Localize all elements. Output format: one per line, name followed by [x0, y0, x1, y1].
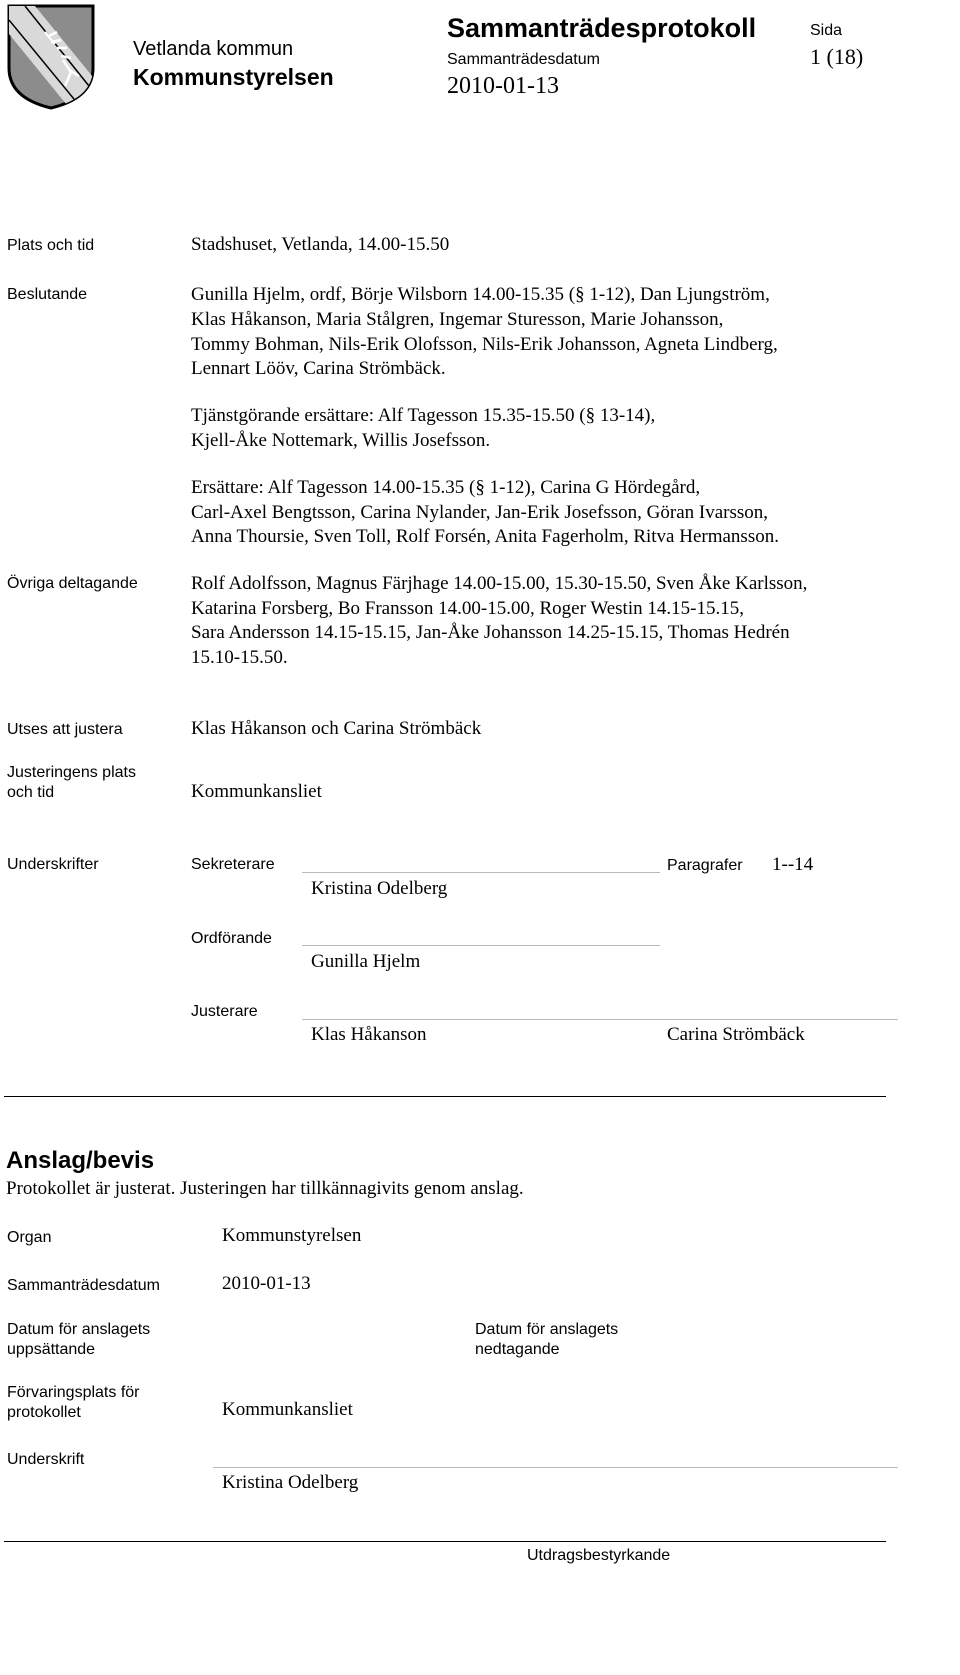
- storage-label: Förvaringsplats för: [7, 1384, 140, 1401]
- notice-date-label: Sammanträdesdatum: [7, 1277, 160, 1294]
- removed-date-label: nedtagande: [475, 1341, 560, 1358]
- adjuster1-name: Klas Håkanson: [311, 1024, 427, 1045]
- paragraphs-label: Paragrafer: [667, 857, 743, 874]
- deciding-line: Gunilla Hjelm, ordf, Börje Wilsborn 14.00-15.35 (§ 1-12), Dan Ljungström,: [191, 284, 770, 305]
- serving-substitutes-line: Kjell-Åke Nottemark, Willis Josefsson.: [191, 430, 491, 451]
- section-divider: [4, 1096, 886, 1097]
- others-line: Katarina Forsberg, Bo Fransson 14.00-15.00, Roger Westin 14.15-15.15,: [191, 598, 744, 619]
- secretary-name: Kristina Odelberg: [311, 878, 448, 899]
- footer-rule: [4, 1541, 886, 1542]
- chair-name: Gunilla Hjelm: [311, 951, 421, 972]
- storage-value: Kommunkansliet: [222, 1399, 353, 1420]
- deciding-line: Lennart Lööv, Carina Strömbäck.: [191, 358, 446, 379]
- adjustment-place-value: Kommunkansliet: [191, 781, 322, 802]
- municipality-name: Vetlanda kommun: [133, 38, 294, 60]
- place-time-value: Stadshuset, Vetlanda, 14.00-15.50: [191, 234, 450, 255]
- adjustment-place-label: och tid: [7, 784, 55, 801]
- notice-intro: Protokollet är justerat. Justeringen har tillkännagivits genom anslag.: [6, 1178, 524, 1199]
- chair-label: Ordförande: [191, 930, 272, 947]
- adjuster2-signature-line: [660, 1019, 898, 1020]
- organ-label: Organ: [7, 1229, 52, 1246]
- notice-date-value: 2010-01-13: [222, 1273, 311, 1294]
- notice-signature-line: [213, 1467, 898, 1468]
- deciding-line: Klas Håkanson, Maria Stålgren, Ingemar Sturesson, Marie Johansson,: [191, 309, 724, 330]
- board-name: Kommunstyrelsen: [133, 64, 334, 90]
- notice-signature-name: Kristina Odelberg: [222, 1472, 359, 1493]
- substitutes-line: Carl-Axel Bengtsson, Carina Nylander, Jan-Erik Josefsson, Göran Ivarsson,: [191, 502, 769, 523]
- secretary-label: Sekreterare: [191, 856, 275, 873]
- secretary-signature-line: [302, 872, 660, 873]
- posted-date-label: uppsättande: [7, 1341, 96, 1358]
- extract-certified-label: Utdragsbestyrkande: [527, 1547, 671, 1564]
- substitutes-line: Anna Thoursie, Sven Toll, Rolf Forsén, Anita Fagerholm, Ritva Hermansson.: [191, 526, 779, 547]
- substitutes-line: Ersättare: Alf Tagesson 14.00-15.35 (§ 1-12), Carina G Hördegård,: [191, 477, 701, 498]
- others-line: Rolf Adolfsson, Magnus Färjhage 14.00-15.00, 15.30-15.50, Sven Åke Karlsson,: [191, 573, 808, 594]
- adjusters-label: Justerare: [191, 1003, 258, 1020]
- header-date: 2010-01-13: [447, 73, 559, 99]
- adjustment-place-label: Justeringens plats: [7, 764, 136, 781]
- removed-date-label: Datum för anslagets: [475, 1321, 619, 1338]
- others-line: 15.10-15.50.: [191, 647, 288, 668]
- appointed-adjusters-label: Utses att justera: [7, 721, 123, 738]
- coat-of-arms-icon: [5, 2, 97, 110]
- adjuster2-name: Carina Strömbäck: [667, 1024, 805, 1045]
- document-title: Sammanträdesprotokoll: [447, 13, 757, 43]
- page-number: 1 (18): [810, 44, 864, 69]
- chair-signature-line: [302, 945, 660, 946]
- notice-heading: Anslag/bevis: [6, 1147, 155, 1174]
- storage-label: protokollet: [7, 1404, 81, 1421]
- header-date-label: Sammanträdesdatum: [447, 51, 600, 68]
- posted-date-label: Datum för anslagets: [7, 1321, 151, 1338]
- deciding-label: Beslutande: [7, 286, 88, 303]
- signatures-label: Underskrifter: [7, 856, 99, 873]
- others-line: Sara Andersson 14.15-15.15, Jan-Åke Johansson 14.25-15.15, Thomas Hedrén: [191, 622, 790, 643]
- signature-label: Underskrift: [7, 1451, 85, 1468]
- adjuster1-signature-line: [302, 1019, 660, 1020]
- organ-value: Kommunstyrelsen: [222, 1225, 362, 1246]
- appointed-adjusters-value: Klas Håkanson och Carina Strömbäck: [191, 718, 482, 739]
- page-label: Sida: [810, 22, 843, 39]
- place-time-label: Plats och tid: [7, 237, 95, 254]
- serving-substitutes-line: Tjänstgörande ersättare: Alf Tagesson 15.35-15.50 (§ 13-14),: [191, 405, 656, 426]
- deciding-line: Tommy Bohman, Nils-Erik Olofsson, Nils-Erik Johansson, Agneta Lindberg,: [191, 334, 778, 355]
- others-label: Övriga deltagande: [7, 575, 138, 592]
- paragraphs-value: 1--14: [772, 854, 814, 875]
